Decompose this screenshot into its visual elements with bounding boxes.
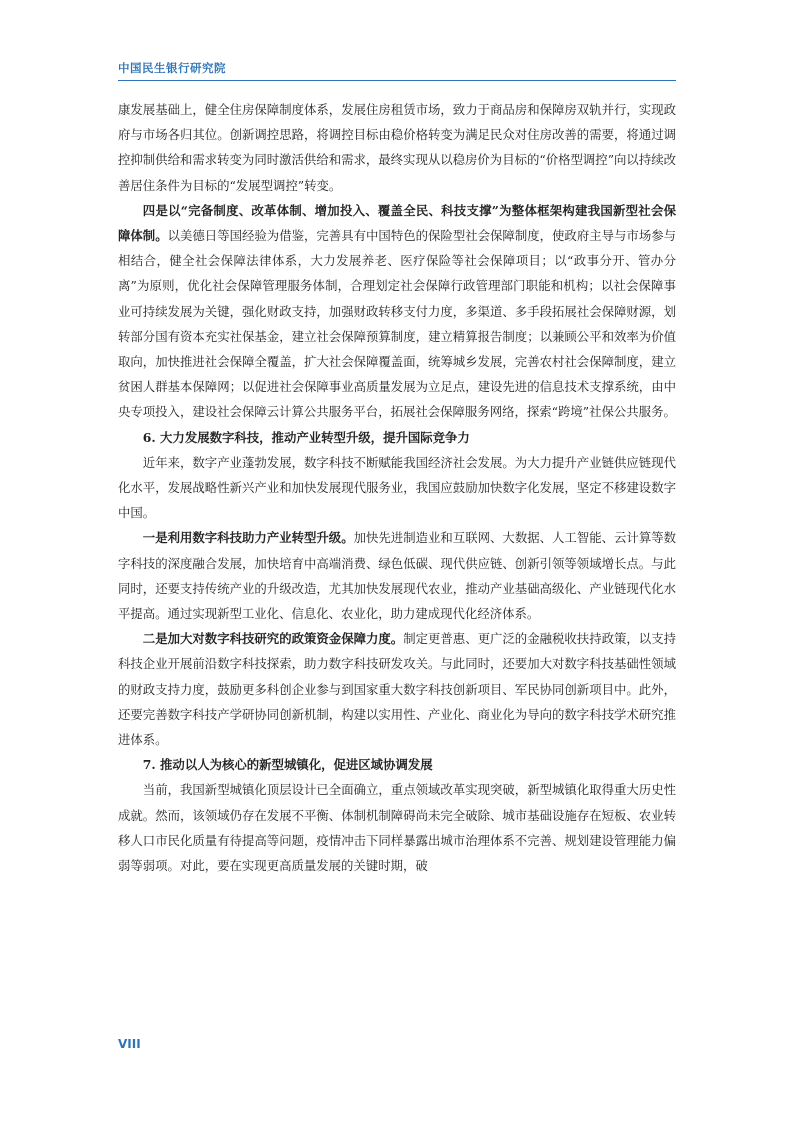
paragraph-text: 制定更普惠、更广泛的金融税收扶持政策，以支持科技企业开展前沿数字科技探索，助力数字科技研发攻关。与此同时，还要加大对数字科技基础性领域的财政支持力度，鼓励更多科创企业参与到国家重大数字科技创新项目、军民协同创新项目中。此外，还要完善数字科技产学研协同创新机制，构建以实用性、产业化、商业化为导向的数字科技学术研究推进体系。 xyxy=(118,631,676,748)
page-header xyxy=(118,56,676,81)
paragraph-section6-point1 xyxy=(118,525,676,626)
paragraph-lead: 一是利用数字科技助力产业转型升级。 xyxy=(142,530,354,546)
paragraph-text: 近年来，数字产业蓬勃发展，数字科技不断赋能我国经济社会发展。为大力提升产业链供应链现代化水平，发展战略性新兴产业和加快发展现代服务业，我国应鼓励加快数字化发展，坚定不移建设数字中国。 xyxy=(118,454,676,521)
paragraph-text: 以美德日等国经验为借鉴，完善具有中国特色的保险型社会保障制度，使政府主导与市场参与相结合，健全社会保障法律体系，大力发展养老、医疗保险等社会保障项目；以“政事分开、管办分离”为原则，优化社会保障管理服务体制，合理划定社会保障行政管理部门职能和机构；以社会保障事业可持续发展为关键，强化财政支持，加强财政转移支付力度，多渠道、多手段拓展社会保障财源，划转部分国有资本充实社保基金，建立社会保障预算制度，建立精算报告制度；以兼顾公平和效率为价值取向，加快推进社会保障全覆盖，扩大社会保障覆盖面，统筹城乡发展，完善农村社会保障制度，建立贫困人群基本保障网；以促进社会保障事业高质量发展为立足点，建设先进的信息技术支撑系统，由中央专项投入，建设社会保障云计算公共服务平台，拓展社会保障服务网络，探索“跨境”社保公共服务。 xyxy=(118,228,677,420)
paragraph-continuation xyxy=(118,97,676,198)
paragraph-social-security xyxy=(118,198,676,425)
paragraph-lead: 二是加大对数字科技研究的政策资金保障力度。 xyxy=(142,631,404,647)
header-title: 中国民生银行研究院 xyxy=(118,61,226,75)
paragraph-section6-point2 xyxy=(118,626,676,752)
section-heading-7: 7. 推动以人为核心的新型城镇化，促进区域协调发展 xyxy=(142,757,433,773)
paragraph-text: 康发展基础上，健全住房保障制度体系，发展住房租赁市场，致力于商品房和保障房双轨并行，实现政府与市场各归其位。创新调控思路，将调控目标由稳价格转变为满足民众对住房改善的需要，将通过调控抑制供给和需求转变为同时激活供给和需求，最终实现从以稳房价为目标的“价格型调控”向以持续改善居住条件为目标的“发展型调控”转变。 xyxy=(118,102,676,193)
section-heading-6: 6. 大力发展数字科技，推动产业转型升级，提升国际竞争力 xyxy=(142,429,470,445)
body-text xyxy=(118,97,676,878)
paragraph-section6-intro xyxy=(118,450,676,526)
paragraph-text: 加快先进制造业和互联网、大数据、人工智能、云计算等数字科技的深度融合发展，加快培育中高端消费、绿色低碳、现代供应链、创新引领等领域增长点。与此同时，还要支持传统产业的升级改造，尤其加快发展现代农业，推动产业基础高级化、产业链现代化水平提高。通过实现新型工业化、信息化、农业化，助力建成现代化经济体系。 xyxy=(118,530,677,622)
paragraph-lead: 四是以“完备制度、改革体制、增加投入、覆盖全民、科技支撑”为整体框架构建我国新型社会保障体制。 xyxy=(118,202,676,244)
paragraph-text: 当前，我国新型城镇化顶层设计已全面确立，重点领域改革实现突破，新型城镇化取得重大历史性成就。然而，该领域仍存在发展不平衡、体制机制障碍尚未完全破除、城市基础设施存在短板、农业转移人口市民化质量有待提高等问题，疫情冲击下同样暴露出城市治理体系不完善、规划建设管理能力偏弱等弱项。对此，要在实现更高质量发展的关键时期，破 xyxy=(118,782,676,874)
paragraph-section7-intro xyxy=(118,777,676,878)
page-number: VIII xyxy=(118,1037,141,1051)
